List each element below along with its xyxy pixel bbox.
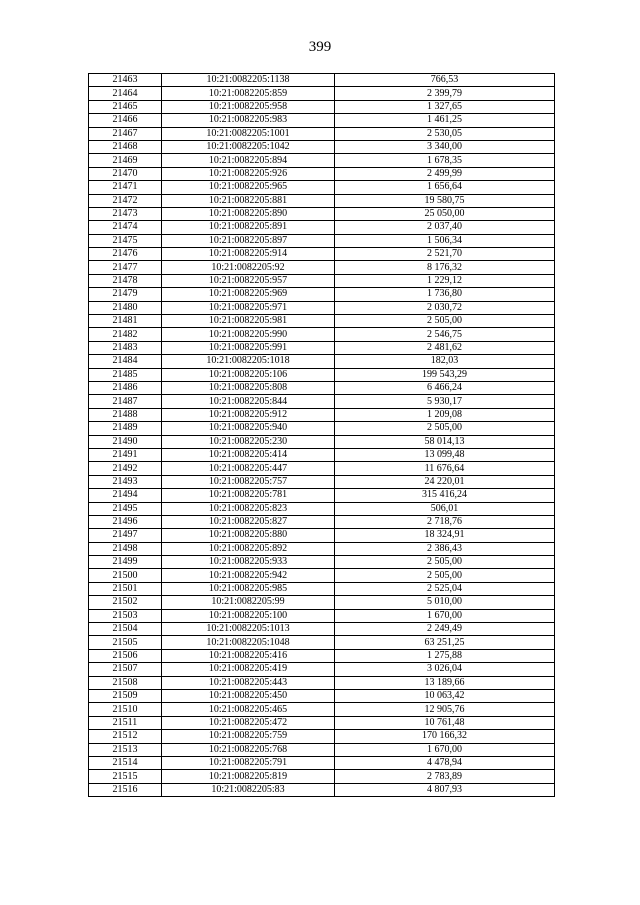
row-number-cell: 21485 (89, 368, 162, 381)
value-cell: 10 761,48 (335, 716, 555, 729)
value-cell: 2 505,00 (335, 569, 555, 582)
value-cell: 2 499,99 (335, 167, 555, 180)
cadastral-number-cell: 10:21:0082205:83 (162, 783, 335, 796)
table-row (89, 167, 555, 180)
value-cell: 1 736,80 (335, 288, 555, 301)
cadastral-number-cell: 10:21:0082205:942 (162, 569, 335, 582)
value-cell: 1 506,34 (335, 234, 555, 247)
cadastral-number-cell: 10:21:0082205:99 (162, 596, 335, 609)
row-number-cell: 21498 (89, 542, 162, 555)
value-cell: 2 718,76 (335, 515, 555, 528)
row-number-cell: 21507 (89, 663, 162, 676)
row-number-cell: 21483 (89, 341, 162, 354)
cadastral-number-cell: 10:21:0082205:940 (162, 422, 335, 435)
table-row (89, 422, 555, 435)
cadastral-number-cell: 10:21:0082205:894 (162, 154, 335, 167)
row-number-cell: 21473 (89, 207, 162, 220)
value-cell: 2 481,62 (335, 341, 555, 354)
cadastral-number-cell: 10:21:0082205:881 (162, 194, 335, 207)
cadastral-number-cell: 10:21:0082205:827 (162, 515, 335, 528)
row-number-cell: 21493 (89, 475, 162, 488)
table-row (89, 448, 555, 461)
table-row (89, 261, 555, 274)
table-row (89, 435, 555, 448)
row-number-cell: 21512 (89, 730, 162, 743)
value-cell: 1 656,64 (335, 181, 555, 194)
cadastral-number-cell: 10:21:0082205:971 (162, 301, 335, 314)
value-cell: 4 807,93 (335, 783, 555, 796)
cadastral-number-cell: 10:21:0082205:985 (162, 582, 335, 595)
cadastral-number-cell: 10:21:0082205:447 (162, 462, 335, 475)
value-cell: 2 505,00 (335, 556, 555, 569)
cadastral-number-cell: 10:21:0082205:465 (162, 703, 335, 716)
row-number-cell: 21467 (89, 127, 162, 140)
row-number-cell: 21496 (89, 515, 162, 528)
cadastral-number-cell: 10:21:0082205:759 (162, 730, 335, 743)
cadastral-number-cell: 10:21:0082205:92 (162, 261, 335, 274)
cadastral-number-cell: 10:21:0082205:450 (162, 689, 335, 702)
cadastral-number-cell: 10:21:0082205:981 (162, 315, 335, 328)
value-cell: 1 678,35 (335, 154, 555, 167)
cadastral-number-cell: 10:21:0082205:1018 (162, 355, 335, 368)
value-cell: 2 783,89 (335, 770, 555, 783)
table-row (89, 194, 555, 207)
cadastral-number-cell: 10:21:0082205:965 (162, 181, 335, 194)
table-row (89, 502, 555, 515)
row-number-cell: 21490 (89, 435, 162, 448)
cadastral-number-cell: 10:21:0082205:781 (162, 489, 335, 502)
value-cell: 13 099,48 (335, 448, 555, 461)
cadastral-number-cell: 10:21:0082205:1048 (162, 636, 335, 649)
cadastral-number-cell: 10:21:0082205:892 (162, 542, 335, 555)
value-cell: 2 030,72 (335, 301, 555, 314)
value-cell: 1 275,88 (335, 649, 555, 662)
row-number-cell: 21481 (89, 315, 162, 328)
row-number-cell: 21514 (89, 756, 162, 769)
table-row (89, 341, 555, 354)
value-cell: 766,53 (335, 74, 555, 87)
table-row (89, 274, 555, 287)
table-row (89, 542, 555, 555)
row-number-cell: 21486 (89, 381, 162, 394)
cadastral-number-cell: 10:21:0082205:100 (162, 609, 335, 622)
table-row (89, 127, 555, 140)
table-row (89, 515, 555, 528)
table-row (89, 756, 555, 769)
table-row (89, 609, 555, 622)
cadastral-number-cell: 10:21:0082205:443 (162, 676, 335, 689)
cadastral-number-cell: 10:21:0082205:1013 (162, 623, 335, 636)
table-row (89, 408, 555, 421)
table-row (89, 462, 555, 475)
table-row (89, 529, 555, 542)
table-row (89, 221, 555, 234)
table-row (89, 234, 555, 247)
cadastral-number-cell: 10:21:0082205:472 (162, 716, 335, 729)
value-cell: 2 546,75 (335, 328, 555, 341)
data-table (88, 73, 555, 797)
value-cell: 12 905,76 (335, 703, 555, 716)
row-number-cell: 21488 (89, 408, 162, 421)
row-number-cell: 21480 (89, 301, 162, 314)
value-cell: 182,03 (335, 355, 555, 368)
row-number-cell: 21506 (89, 649, 162, 662)
row-number-cell: 21484 (89, 355, 162, 368)
table-row (89, 381, 555, 394)
row-number-cell: 21466 (89, 114, 162, 127)
row-number-cell: 21501 (89, 582, 162, 595)
cadastral-number-cell: 10:21:0082205:859 (162, 87, 335, 100)
row-number-cell: 21472 (89, 194, 162, 207)
value-cell: 11 676,64 (335, 462, 555, 475)
table-row (89, 355, 555, 368)
table-row (89, 475, 555, 488)
cadastral-number-cell: 10:21:0082205:791 (162, 756, 335, 769)
cadastral-number-cell: 10:21:0082205:1138 (162, 74, 335, 87)
cadastral-number-cell: 10:21:0082205:823 (162, 502, 335, 515)
value-cell: 1 670,00 (335, 743, 555, 756)
cadastral-number-cell: 10:21:0082205:969 (162, 288, 335, 301)
row-number-cell: 21502 (89, 596, 162, 609)
value-cell: 4 478,94 (335, 756, 555, 769)
table-row (89, 636, 555, 649)
row-number-cell: 21476 (89, 248, 162, 261)
value-cell: 58 014,13 (335, 435, 555, 448)
row-number-cell: 21491 (89, 448, 162, 461)
value-cell: 1 327,65 (335, 100, 555, 113)
value-cell: 315 416,24 (335, 489, 555, 502)
table-row (89, 395, 555, 408)
value-cell: 2 530,05 (335, 127, 555, 140)
table-row (89, 315, 555, 328)
cadastral-number-cell: 10:21:0082205:897 (162, 234, 335, 247)
row-number-cell: 21516 (89, 783, 162, 796)
cadastral-number-cell: 10:21:0082205:757 (162, 475, 335, 488)
value-cell: 19 580,75 (335, 194, 555, 207)
cadastral-number-cell: 10:21:0082205:983 (162, 114, 335, 127)
row-number-cell: 21513 (89, 743, 162, 756)
page-number: 399 (308, 39, 332, 55)
table-body (89, 74, 555, 797)
value-cell: 170 166,32 (335, 730, 555, 743)
table-row (89, 663, 555, 676)
value-cell: 13 189,66 (335, 676, 555, 689)
row-number-cell: 21508 (89, 676, 162, 689)
cadastral-number-cell: 10:21:0082205:933 (162, 556, 335, 569)
row-number-cell: 21489 (89, 422, 162, 435)
row-number-cell: 21509 (89, 689, 162, 702)
row-number-cell: 21497 (89, 529, 162, 542)
value-cell: 1 670,00 (335, 609, 555, 622)
table-row (89, 770, 555, 783)
value-cell: 2 386,43 (335, 542, 555, 555)
cadastral-number-cell: 10:21:0082205:880 (162, 529, 335, 542)
row-number-cell: 21469 (89, 154, 162, 167)
value-cell: 199 543,29 (335, 368, 555, 381)
table-row (89, 783, 555, 796)
cadastral-number-cell: 10:21:0082205:808 (162, 381, 335, 394)
value-cell: 2 399,79 (335, 87, 555, 100)
cadastral-number-cell: 10:21:0082205:890 (162, 207, 335, 220)
value-cell: 63 251,25 (335, 636, 555, 649)
table-row (89, 730, 555, 743)
cadastral-number-cell: 10:21:0082205:416 (162, 649, 335, 662)
value-cell: 10 063,42 (335, 689, 555, 702)
cadastral-number-cell: 10:21:0082205:914 (162, 248, 335, 261)
row-number-cell: 21471 (89, 181, 162, 194)
row-number-cell: 21487 (89, 395, 162, 408)
table-row (89, 288, 555, 301)
table-row (89, 114, 555, 127)
cadastral-number-cell: 10:21:0082205:926 (162, 167, 335, 180)
table-row (89, 556, 555, 569)
value-cell: 1 229,12 (335, 274, 555, 287)
value-cell: 25 050,00 (335, 207, 555, 220)
cadastral-number-cell: 10:21:0082205:414 (162, 448, 335, 461)
row-number-cell: 21515 (89, 770, 162, 783)
row-number-cell: 21479 (89, 288, 162, 301)
row-number-cell: 21505 (89, 636, 162, 649)
table-row (89, 743, 555, 756)
value-cell: 1 461,25 (335, 114, 555, 127)
row-number-cell: 21482 (89, 328, 162, 341)
cadastral-number-cell: 10:21:0082205:1001 (162, 127, 335, 140)
table-row (89, 248, 555, 261)
row-number-cell: 21492 (89, 462, 162, 475)
row-number-cell: 21504 (89, 623, 162, 636)
value-cell: 1 209,08 (335, 408, 555, 421)
table-row (89, 569, 555, 582)
row-number-cell: 21499 (89, 556, 162, 569)
table-row (89, 703, 555, 716)
table-row (89, 623, 555, 636)
table-row (89, 100, 555, 113)
cadastral-number-cell: 10:21:0082205:991 (162, 341, 335, 354)
cadastral-number-cell: 10:21:0082205:912 (162, 408, 335, 421)
value-cell: 3 340,00 (335, 140, 555, 153)
row-number-cell: 21465 (89, 100, 162, 113)
table-row (89, 301, 555, 314)
value-cell: 2 525,04 (335, 582, 555, 595)
table-row (89, 596, 555, 609)
row-number-cell: 21500 (89, 569, 162, 582)
row-number-cell: 21470 (89, 167, 162, 180)
table-row (89, 328, 555, 341)
table-row (89, 154, 555, 167)
table-row (89, 74, 555, 87)
row-number-cell: 21503 (89, 609, 162, 622)
row-number-cell: 21510 (89, 703, 162, 716)
value-cell: 3 026,04 (335, 663, 555, 676)
cadastral-number-cell: 10:21:0082205:1042 (162, 140, 335, 153)
cadastral-number-cell: 10:21:0082205:844 (162, 395, 335, 408)
table-row (89, 368, 555, 381)
cadastral-number-cell: 10:21:0082205:106 (162, 368, 335, 381)
row-number-cell: 21511 (89, 716, 162, 729)
value-cell: 5 010,00 (335, 596, 555, 609)
table-row (89, 87, 555, 100)
value-cell: 2 249,49 (335, 623, 555, 636)
cadastral-number-cell: 10:21:0082205:990 (162, 328, 335, 341)
table-row (89, 582, 555, 595)
value-cell: 2 521,70 (335, 248, 555, 261)
row-number-cell: 21475 (89, 234, 162, 247)
table-row (89, 489, 555, 502)
row-number-cell: 21494 (89, 489, 162, 502)
value-cell: 506,01 (335, 502, 555, 515)
cadastral-number-cell: 10:21:0082205:958 (162, 100, 335, 113)
cadastral-number-cell: 10:21:0082205:419 (162, 663, 335, 676)
cadastral-number-cell: 10:21:0082205:891 (162, 221, 335, 234)
row-number-cell: 21474 (89, 221, 162, 234)
row-number-cell: 21468 (89, 140, 162, 153)
row-number-cell: 21495 (89, 502, 162, 515)
value-cell: 18 324,91 (335, 529, 555, 542)
table-row (89, 181, 555, 194)
cadastral-number-cell: 10:21:0082205:230 (162, 435, 335, 448)
value-cell: 5 930,17 (335, 395, 555, 408)
value-cell: 2 505,00 (335, 422, 555, 435)
cadastral-number-cell: 10:21:0082205:819 (162, 770, 335, 783)
table-row (89, 140, 555, 153)
table-row (89, 207, 555, 220)
value-cell: 2 505,00 (335, 315, 555, 328)
value-cell: 24 220,01 (335, 475, 555, 488)
cadastral-number-cell: 10:21:0082205:957 (162, 274, 335, 287)
value-cell: 2 037,40 (335, 221, 555, 234)
table-row (89, 676, 555, 689)
row-number-cell: 21463 (89, 74, 162, 87)
table-row (89, 716, 555, 729)
value-cell: 6 466,24 (335, 381, 555, 394)
table-row (89, 649, 555, 662)
row-number-cell: 21464 (89, 87, 162, 100)
value-cell: 8 176,32 (335, 261, 555, 274)
row-number-cell: 21478 (89, 274, 162, 287)
table-row (89, 689, 555, 702)
cadastral-number-cell: 10:21:0082205:768 (162, 743, 335, 756)
row-number-cell: 21477 (89, 261, 162, 274)
